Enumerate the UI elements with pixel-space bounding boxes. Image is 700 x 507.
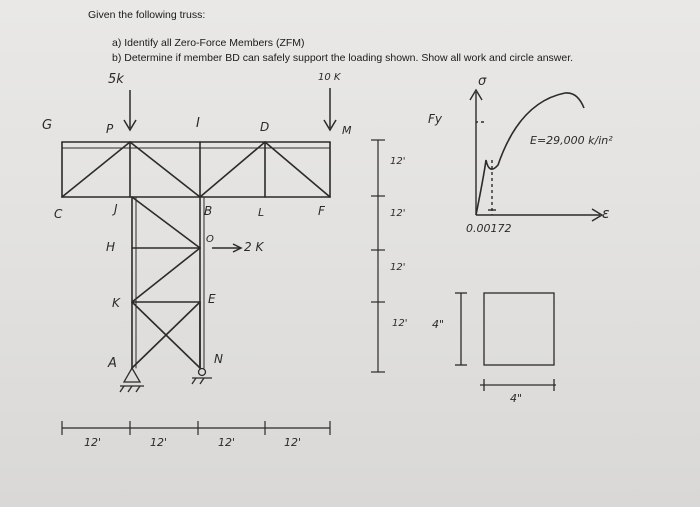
dimension-v-1: 12' (390, 156, 406, 167)
section-width-label: 4" (510, 392, 523, 405)
problem-intro: Given the following truss: (88, 9, 206, 21)
yield-stress-label: Fy (428, 112, 443, 126)
section-height-label: 4" (432, 318, 445, 331)
epsilon-label: ε (602, 206, 610, 222)
question-b: b) Determine if member BD can safely support the loading shown. Show all work and circle answer. (112, 52, 574, 64)
sigma-label: σ (478, 74, 487, 89)
load-label-p: 5k (108, 72, 124, 87)
joint-label-h: H (106, 240, 116, 254)
pin-support-a (124, 368, 140, 382)
joint-label-l: L (258, 206, 265, 219)
joint-label-f: F (318, 204, 325, 218)
load-label-m: 10 K (318, 72, 341, 83)
dimension-h-1: 12' (84, 436, 102, 449)
joint-label-d: D (260, 120, 270, 134)
question-a: a) Identify all Zero-Force Members (ZFM) (112, 37, 305, 49)
dimension-h-2: 12' (150, 436, 168, 449)
joint-label-n: N (214, 352, 223, 366)
joint-label-k: K (112, 296, 120, 310)
member-bd (200, 142, 265, 197)
cross-section-square (484, 293, 554, 365)
dimension-h-3: 12' (218, 436, 236, 449)
dimension-v-3: 12' (390, 262, 406, 273)
joint-label-e: E (208, 292, 216, 306)
roller-support-n (199, 369, 206, 376)
joint-label-o: O (206, 234, 214, 245)
yield-strain-label: 0.00172 (466, 222, 512, 235)
joint-label-j: J (114, 202, 118, 216)
joint-label-i: I (196, 116, 200, 131)
member-diagonal (62, 142, 130, 197)
joint-label-a: A (108, 356, 117, 371)
joint-label-m: M (342, 124, 352, 137)
joint-label-c: C (54, 207, 63, 221)
joint-label-b: B (204, 204, 213, 218)
dimension-v-4: 12' (392, 318, 408, 329)
dimension-h-4: 12' (284, 436, 302, 449)
joint-label-g: G (42, 118, 53, 133)
stress-strain-plot (470, 90, 602, 221)
joint-label-p: P (106, 122, 114, 136)
elastic-modulus-label: E=29,000 k/in² (530, 134, 613, 147)
load-label-o: 2 K (244, 240, 264, 254)
dimension-v-2: 12' (390, 208, 406, 219)
